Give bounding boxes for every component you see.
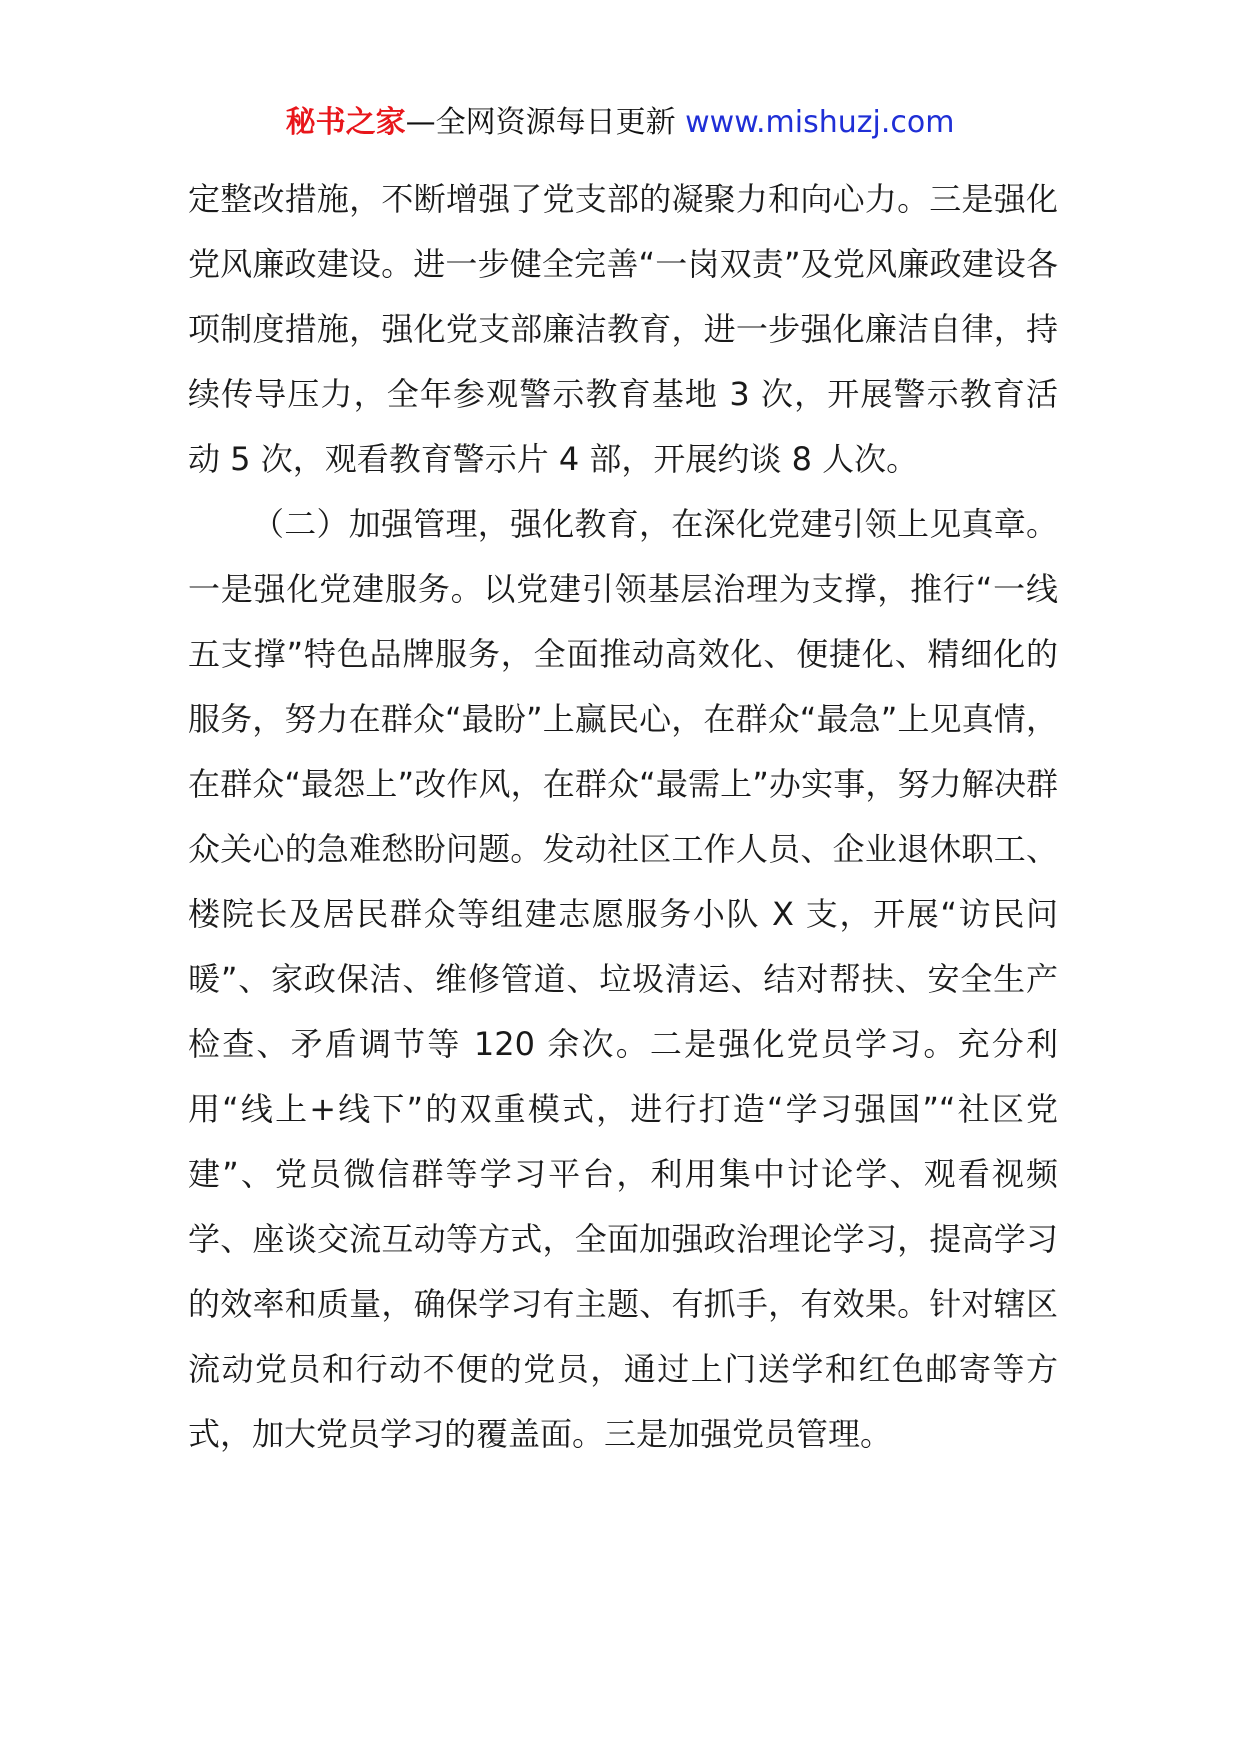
site-tagline: —全网资源每日更新 [405, 105, 686, 140]
site-url-link[interactable]: www.mishuzj.com [685, 105, 955, 140]
paragraph-continuation: 定整改措施，不断增强了党支部的凝聚力和向心力。三是强化党风廉政建设。进一步健全完善“一岗双责”及党风廉政建设各项制度措施，强化党支部廉洁教育，进一步强化廉洁自律，持续传导压力，全年参观警示教育基地 3 次，开展警示教育活动 5 次，观看教育警示片 4 部，开展约谈 8 人次。 [188, 180, 1058, 478]
document-body [188, 167, 1058, 1467]
page-header [0, 101, 1240, 145]
site-brand: 秘书之家 [285, 105, 406, 140]
paragraph-section-two: （二）加强管理，强化教育，在深化党建引领上见真章。一是强化党建服务。以党建引领基层治理为支撑，推行“一线五支撑”特色品牌服务，全面推动高效化、便捷化、精细化的服务，努力在群众“最盼”上赢民心，在群众“最急”上见真情，在群众“最怨上”改作风，在群众“最需上”办实事，努力解决群众关心的急难愁盼问题。发动社区工作人员、企业退休职工、楼院长及居民群众等组建志愿服务小队 X 支，开展“访民问暖”、家政保洁、维修管道、垃圾清运、结对帮扶、安全生产检查、矛盾调节等 120 余次。二是强化党员学习。充分利用“线上+线下”的双重模式，进行打造“学习强国”“社区党建”、党员微信群等学习平台，利用集中讨论学、观看视频学、座谈交流互动等方式，全面加强政治理论学习，提高学习的效率和质量，确保学习有主题、有抓手，有效果。针对辖区流动党员和行动不便的党员，通过上门送学和红色邮寄等方式，加大党员学习的覆盖面。三是加强党员管理。 [188, 505, 1058, 1453]
